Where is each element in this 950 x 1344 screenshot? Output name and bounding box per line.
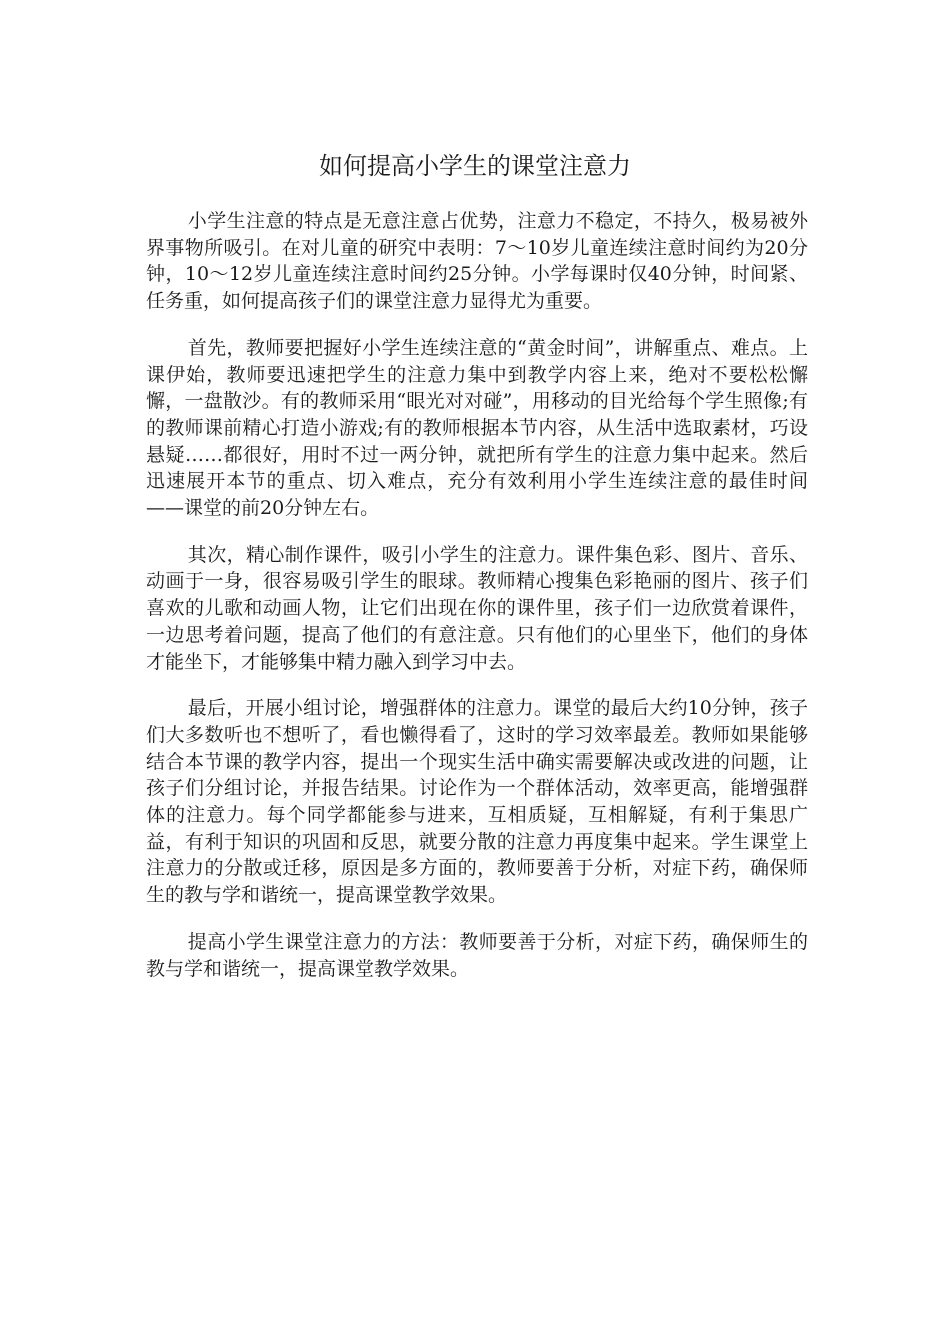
paragraph-summary: 提高小学生课堂注意力的方法：教师要善于分析，对症下药，确保师生的教与学和谐统一，提高课堂教学效果。 [146, 930, 808, 980]
paragraph-second: 其次，精心制作课件，吸引小学生的注意力。课件集色彩、图片、音乐、动画于一身，很容易吸引学生的眼球。教师精心搜集色彩艳丽的图片、孩子们喜欢的儿歌和动画人物，让它们出现在你的课件里，孩子们一边欣赏着课件，一边思考着问题，提高了他们的有意注意。只有他们的心里坐下，他们的身体才能坐下，才能够集中精力融入到学习中去。 [146, 543, 808, 673]
paragraph-intro: 小学生注意的特点是无意注意占优势，注意力不稳定，不持久，极易被外界事物所吸引。在对儿童的研究中表明：7～10岁儿童连续注意时间约为20分钟，10～12岁儿童连续注意时间约25分钟。小学每课时仅40分钟，时间紧、任务重，如何提高孩子们的课堂注意力显得尤为重要。 [146, 210, 808, 313]
document-body [146, 208, 808, 1002]
document-title: 如何提高小学生的课堂注意力 [319, 152, 631, 180]
paragraph-first: 首先，教师要把握好小学生连续注意的“黄金时间”，讲解重点、难点。上课伊始，教师要迅速把学生的注意力集中到教学内容上来，绝对不要松松懈懈，一盘散沙。有的教师采用“眼光对对碰”，用移动的目光给每个学生照像;有的教师课前精心打造小游戏;有的教师根据本节内容，从生活中选取素材，巧设悬疑……都很好，用时不过一两分钟，就把所有学生的注意力集中起来。然后迅速展开本节的重点、切入难点，充分有效利用小学生连续注意的最佳时间——课堂的前20分钟左右。 [146, 336, 808, 520]
paragraph-last: 最后，开展小组讨论，增强群体的注意力。课堂的最后大约10分钟，孩子们大多数听也不想听了，看也懒得看了，这时的学习效率最差。教师如果能够结合本节课的教学内容，提出一个现实生活中确实需要解决或改进的问题，让孩子们分组讨论，并报告结果。讨论作为一个群体活动，效率更高，能增强群体的注意力。每个同学都能参与进来，互相质疑，互相解疑，有利于集思广益，有利于知识的巩固和反思，就要分散的注意力再度集中起来。学生课堂上注意力的分散或迁移，原因是多方面的，教师要善于分析，对症下药，确保师生的教与学和谐统一，提高课堂教学效果。 [146, 697, 808, 907]
